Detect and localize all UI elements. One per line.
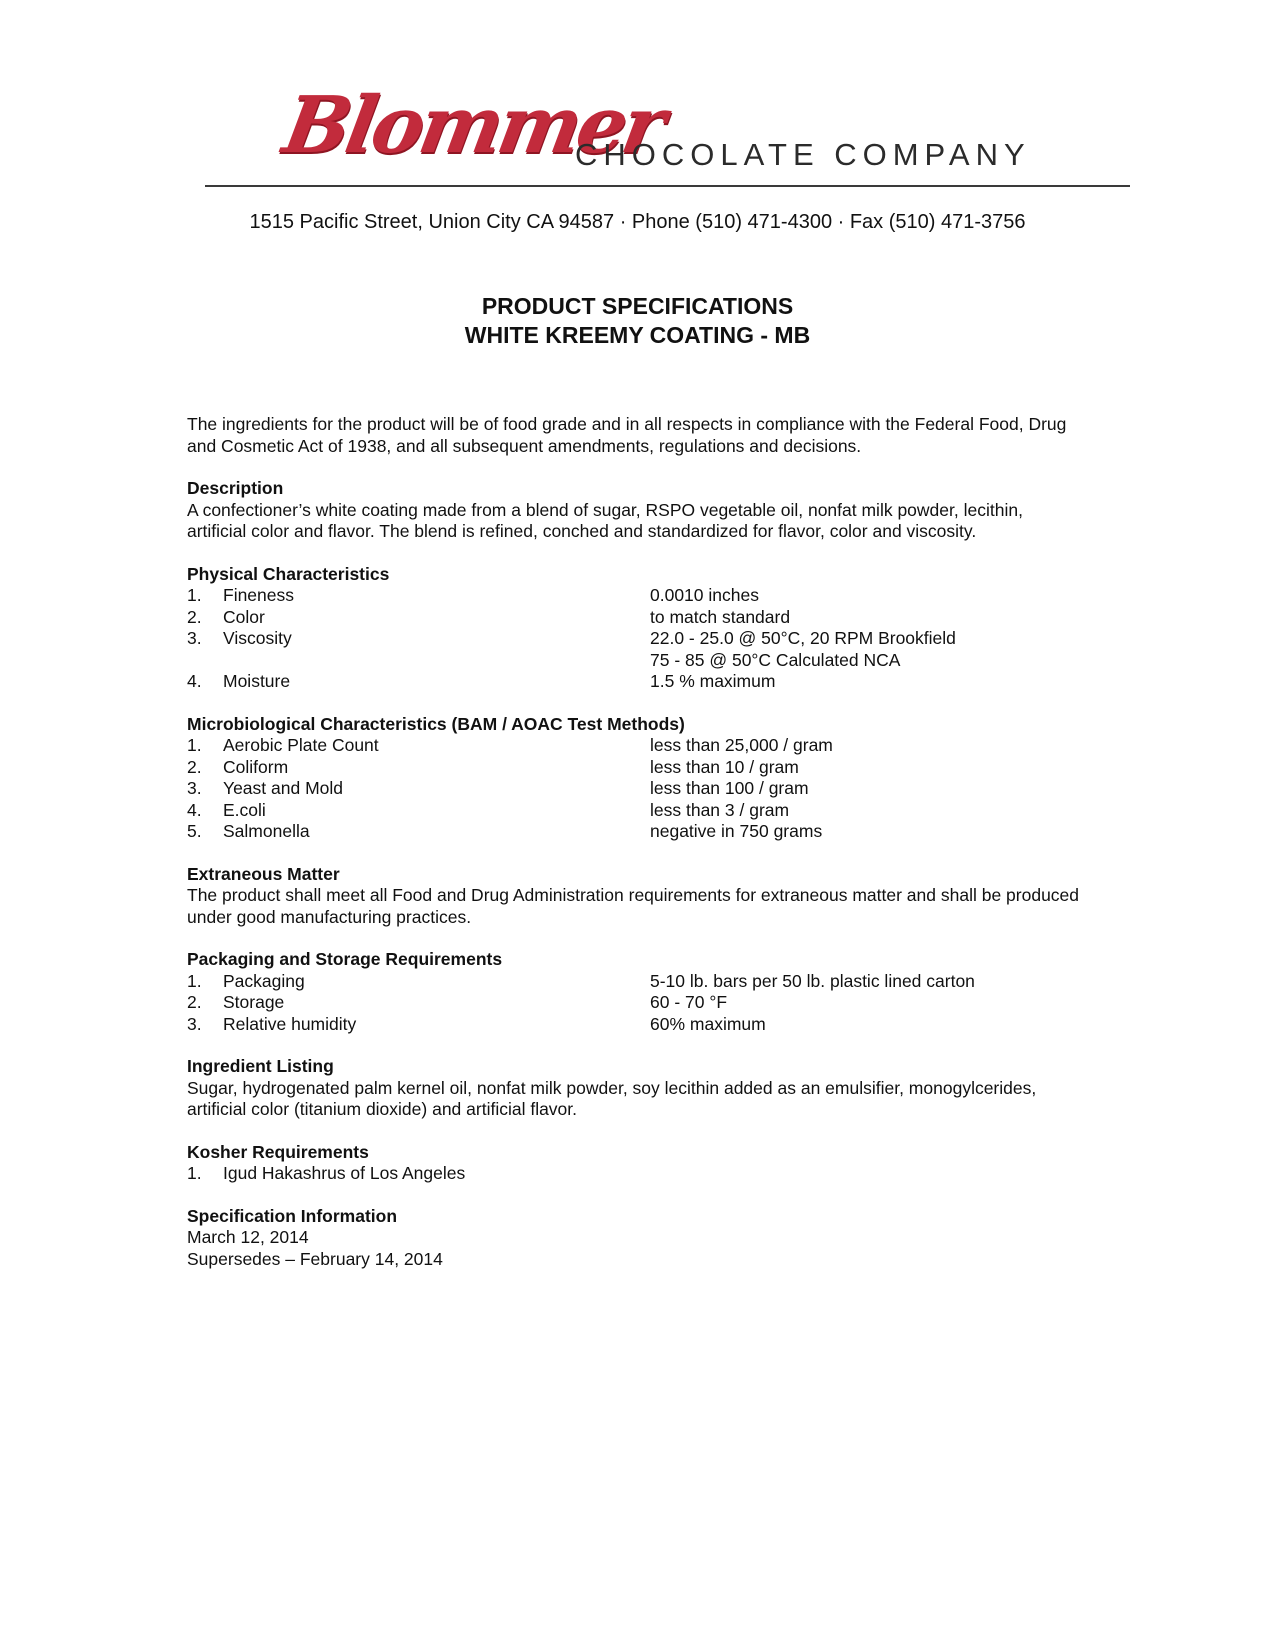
section-heading: Specification Information bbox=[187, 1205, 398, 1226]
row-label: Viscosity bbox=[223, 628, 292, 648]
row-value: 60 - 70 °F bbox=[650, 992, 728, 1012]
row-value: less than 25,000 / gram bbox=[650, 735, 833, 755]
row-number: 1. bbox=[187, 585, 202, 605]
row-value: less than 3 / gram bbox=[650, 799, 790, 820]
description-text: A confectioner’s white coating made from a blend of sugar, RSPO vegetable oil, nonfat milk powder, lecithin, artificial color and flavor. The blend is refined, conched and standardized for flavor, color and viscosity. bbox=[187, 499, 1023, 541]
product-name: WHITE KREEMY COATING - MB bbox=[464, 322, 811, 348]
row-number: 3. bbox=[187, 1013, 202, 1034]
row-value: 75 - 85 @ 50°C Calculated NCA bbox=[650, 649, 901, 670]
row-number: 1. bbox=[187, 735, 202, 755]
row-number: 4. bbox=[187, 671, 202, 691]
row-value: 60% maximum bbox=[650, 1013, 766, 1034]
spec-row bbox=[187, 821, 1087, 843]
spec-row bbox=[187, 607, 1087, 629]
packaging-section bbox=[187, 949, 1087, 1035]
document-title: PRODUCT SPECIFICATIONS bbox=[481, 293, 794, 319]
spec-row bbox=[187, 585, 1087, 607]
section-heading: Extraneous Matter bbox=[187, 863, 340, 884]
letterhead-rule bbox=[205, 185, 1130, 187]
row-label: Coliform bbox=[223, 756, 289, 777]
row-label: Salmonella bbox=[223, 821, 310, 841]
ingredients-section bbox=[187, 1056, 1087, 1121]
kosher-section bbox=[187, 1142, 1087, 1185]
spec-row bbox=[187, 1163, 1087, 1185]
section-heading: Packaging and Storage Requirements bbox=[187, 949, 503, 969]
row-label: Igud Hakashrus of Los Angeles bbox=[223, 1163, 466, 1183]
spec-row bbox=[187, 1014, 1087, 1036]
spec-row bbox=[187, 735, 1087, 757]
row-label: Moisture bbox=[223, 671, 291, 691]
spec-row bbox=[187, 992, 1087, 1014]
spec-row bbox=[187, 800, 1087, 822]
row-value: less than 10 / gram bbox=[650, 756, 799, 777]
spec-row bbox=[187, 778, 1087, 800]
company-logo: Blommer bbox=[277, 80, 669, 171]
row-label: Packaging bbox=[223, 970, 305, 991]
section-heading: Microbiological Characteristics (BAM / AOAC Test Methods) bbox=[187, 713, 685, 734]
row-number: 2. bbox=[187, 992, 202, 1012]
row-value: 5-10 lb. bars per 50 lb. plastic lined carton bbox=[650, 970, 975, 991]
section-heading: Kosher Requirements bbox=[187, 1141, 369, 1162]
ingredients-text: Sugar, hydrogenated palm kernel oil, nonfat milk powder, soy lecithin added as an emulsifier, monogylcerides, artificial color (titanium dioxide) and artificial flavor. bbox=[187, 1077, 1037, 1119]
extraneous-text: The product shall meet all Food and Drug Administration requirements for extraneous matter and shall be produced under good manufacturing practices. bbox=[187, 885, 1080, 927]
section-heading: Physical Characteristics bbox=[187, 563, 390, 584]
row-number: 1. bbox=[187, 970, 202, 991]
spec-row bbox=[187, 757, 1087, 779]
row-label: Aerobic Plate Count bbox=[223, 735, 379, 755]
row-number: 1. bbox=[187, 1163, 202, 1183]
physical-section bbox=[187, 564, 1087, 693]
row-number: 2. bbox=[187, 606, 202, 627]
row-value: to match standard bbox=[650, 606, 791, 627]
row-number: 3. bbox=[187, 628, 202, 648]
spec-row bbox=[187, 650, 1087, 672]
row-value: 22.0 - 25.0 @ 50°C, 20 RPM Brookfield bbox=[650, 628, 956, 648]
document-body bbox=[187, 414, 1087, 1270]
row-number: 5. bbox=[187, 821, 202, 841]
row-number: 4. bbox=[187, 799, 202, 820]
row-label: Color bbox=[223, 606, 265, 627]
spec-row bbox=[187, 628, 1087, 650]
spec-row bbox=[187, 971, 1087, 993]
row-label: E.coli bbox=[223, 799, 266, 820]
company-address: 1515 Pacific Street, Union City CA 94587 · Phone (510) 471-4300 · Fax (510) 471-3756 bbox=[249, 211, 1026, 233]
row-label: Yeast and Mold bbox=[223, 778, 343, 798]
row-label: Relative humidity bbox=[223, 1013, 357, 1034]
description-section bbox=[187, 478, 1087, 543]
section-heading: Ingredient Listing bbox=[187, 1056, 334, 1076]
row-value: negative in 750 grams bbox=[650, 821, 823, 841]
section-heading: Description bbox=[187, 478, 284, 498]
row-label: Storage bbox=[223, 992, 285, 1012]
spec-row bbox=[187, 671, 1087, 693]
row-value: less than 100 / gram bbox=[650, 778, 809, 798]
letterhead bbox=[205, 80, 1130, 190]
microbiological-section bbox=[187, 714, 1087, 843]
company-name: CHOCOLATE COMPANY bbox=[575, 137, 1031, 172]
spec-info-section bbox=[187, 1206, 1087, 1271]
supersedes-line: Supersedes – February 14, 2014 bbox=[187, 1248, 443, 1269]
row-number: 2. bbox=[187, 756, 202, 777]
row-number: 3. bbox=[187, 778, 202, 798]
row-value: 1.5 % maximum bbox=[650, 671, 776, 691]
spec-date: March 12, 2014 bbox=[187, 1227, 309, 1247]
row-label: Fineness bbox=[223, 585, 295, 605]
intro-paragraph: The ingredients for the product will be of food grade and in all respects in compliance with the Federal Food, Drug and Cosmetic Act of 1938, and all subsequent amendments, regulations and decisions. bbox=[187, 414, 1067, 456]
extraneous-section bbox=[187, 864, 1087, 929]
row-value: 0.0010 inches bbox=[650, 585, 759, 605]
